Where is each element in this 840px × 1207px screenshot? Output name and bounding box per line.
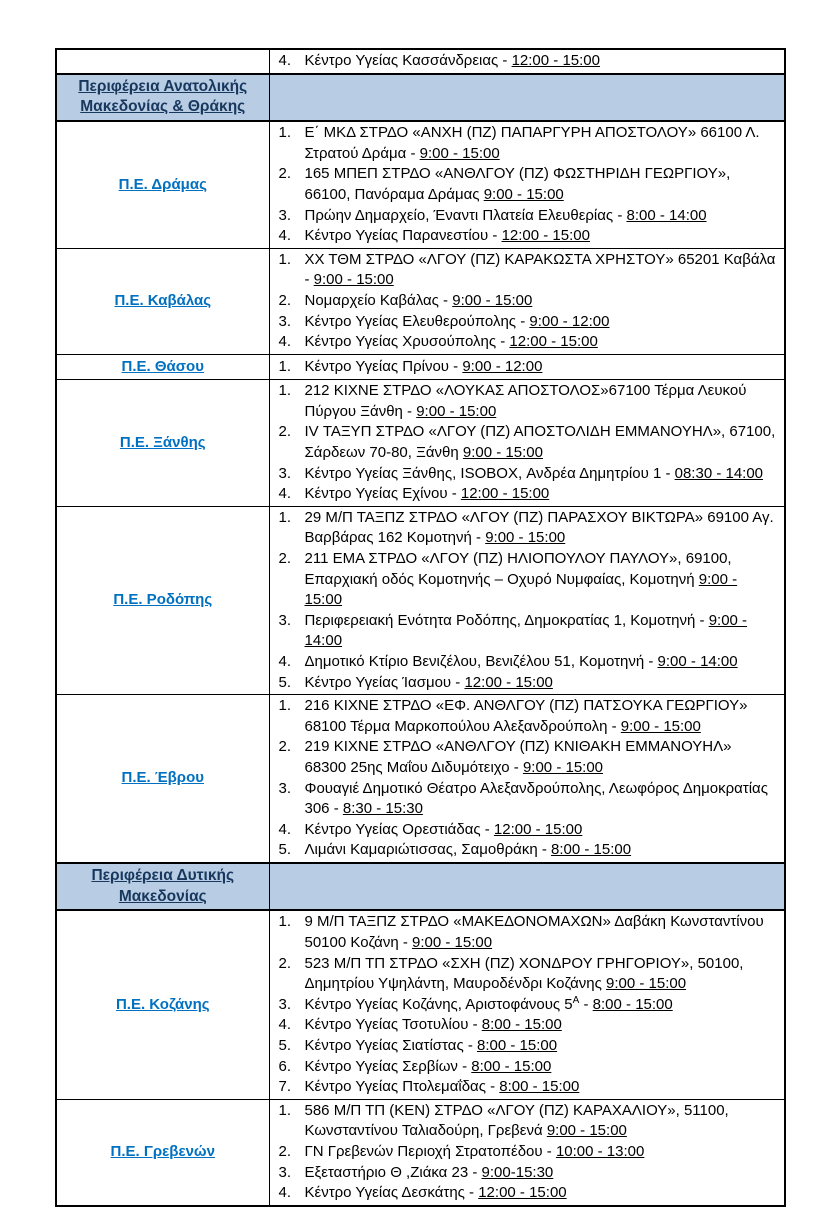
time-range: 12:00 - 15:00 [460,485,550,503]
item-text: Κέντρο Υγείας Ορεστιάδας - [304,820,494,838]
item-number: 2. [278,954,292,972]
location-item [270,1101,777,1142]
table-body [56,49,785,1206]
item-number: 2. [278,423,292,441]
location-item [270,912,777,953]
time-range: 9:00 - 12:00 [529,312,610,330]
location-item [270,291,777,312]
region-label: Π.Ε. Γρεβενών [110,1143,215,1161]
location-item [270,464,777,485]
location-item [270,1057,777,1078]
item-text: Κέντρο Υγείας Κοζάνης, Αριστοφάνους 5 [304,995,573,1013]
location-item [270,779,777,820]
locations-cell [269,1099,785,1205]
section-header-cell [56,863,269,911]
item-number: 2. [278,165,292,183]
item-number: 7. [278,1078,292,1096]
item-text: Κέντρο Υγείας Χρυσούπολης - [304,333,510,351]
location-item [270,206,777,227]
region-cell [56,248,269,354]
item-text: 211 ΕΜΑ ΣΤΡΔΟ «ΛΓΟΥ (ΠΖ) ΗΛΙΟΠΟΥΛΟΥ ΠΑΥΛΟΥ», 69100, Επαρχιακή οδός Κομοτηνής – Οχυρό Νυμφαίας, Κομοτηνή [304,549,732,588]
time-range: 9:00 - 15:00 [606,975,687,993]
time-range: 9:00 - 15:00 [412,934,493,952]
item-number: 1. [278,1101,292,1119]
region-row [56,506,785,694]
item-number: 4. [278,1016,292,1034]
item-text: Λιμάνι Καμαριώτισσας, Σαμοθράκη - [304,841,551,859]
location-item [270,673,777,694]
location-item [270,164,777,205]
section-empty-cell [269,863,785,911]
time-range: 12:00 - 15:00 [509,333,598,351]
item-text: Κέντρο Υγείας Σερβίων - [304,1057,472,1075]
location-item [270,820,777,841]
location-item [270,954,777,995]
location-item [270,1077,777,1098]
location-item [270,1015,777,1036]
location-item [270,652,777,673]
item-number: 3. [278,312,292,330]
item-text: ΧΧ ΤΘΜ ΣΤΡΔΟ «ΛΓΟΥ (ΠΖ) ΚΑΡΑΚΩΣΤΑ ΧΡΗΣΤΟΥ» 65201 Καβάλα - [304,250,776,289]
item-text: 9 Μ/Π ΤΑΞΠΖ ΣΤΡΔΟ «ΜΑΚΕΔΟΝΟΜΑΧΩΝ» Δαβάκη Κωνσταντίνου 50100 Κοζάνη - [304,913,764,952]
location-item [270,508,777,549]
item-text: Κέντρο Υγείας Κασσάνδρειας - [304,52,512,69]
location-item [270,1183,777,1204]
item-text: Κέντρο Υγείας Ίασμου - [304,673,465,691]
region-label: Π.Ε. Κοζάνης [115,995,210,1013]
item-number: 1. [278,250,292,268]
region-cell [56,1099,269,1205]
location-item [270,737,777,778]
time-range: 9:00 - 14:00 [657,652,738,670]
time-range: 9:00-15:30 [481,1163,554,1181]
section-header-label: Περιφέρεια Ανατολικής Μακεδονίας & Θράκης [78,77,248,116]
section-header-row [56,863,785,911]
region-row [56,380,785,507]
location-item [270,123,777,164]
item-text: Κέντρο Υγείας Παρανεστίου - [304,227,502,245]
locations-cell [269,910,785,1099]
region-label: Π.Ε. Καβάλας [114,291,212,309]
region-label: Π.Ε. Έβρου [121,769,204,787]
region-row [56,49,785,74]
time-range: 08:30 - 14:00 [674,464,764,482]
locations-cell [269,248,785,354]
item-number: 1. [278,508,292,526]
item-text: Κέντρο Υγείας Σιατίστας - [304,1037,477,1055]
region-row [56,354,785,380]
item-number: 3. [278,206,292,224]
locations-cell [269,121,785,248]
item-number: 1. [278,124,292,142]
item-number: 1. [278,382,292,400]
item-number: 4. [278,485,292,503]
location-item [270,1142,777,1163]
location-item [270,51,777,72]
item-text: Νομαρχείο Καβάλας - [304,291,453,309]
item-number: 2. [278,1143,292,1160]
region-label: Π.Ε. Ξάνθης [119,433,206,451]
time-range: 8:00 - 15:00 [499,1078,580,1096]
time-range: 12:00 - 15:00 [478,1184,567,1202]
item-number: 2. [278,549,292,567]
location-item [270,696,777,737]
item-text: Κέντρο Υγείας Ελευθερούπολης - [304,312,530,330]
item-number: 4. [278,1184,292,1202]
time-range: 9:00 - 15:00 [485,529,566,547]
time-range: 9:00 - 15:00 [620,717,701,735]
time-range: 9:00 - 15:00 [419,144,500,162]
time-range: 8:00 - 15:00 [471,1057,552,1075]
item-text: 29 Μ/Π ΤΑΞΠΖ ΣΤΡΔΟ «ΛΓΟΥ (ΠΖ) ΠΑΡΑΣΧΟΥ ΒΙΚΤΩΡΑ» 69100 Αγ. Βαρβάρας 162 Κομοτηνή - [304,508,774,547]
item-text: Α [572,994,580,1006]
region-cell [56,910,269,1099]
region-cell [56,506,269,694]
item-number: 5. [278,841,292,859]
time-range: 9:00 - 14:00 [304,611,748,650]
item-text: Κέντρο Υγείας Ξάνθης, ISOBOX, Ανδρέα Δημητρίου 1 - [304,464,675,482]
region-row [56,695,785,863]
region-cell [56,695,269,863]
time-range: 8:00 - 15:00 [592,995,673,1013]
item-number: 6. [278,1057,292,1075]
item-number: 3. [278,995,292,1013]
section-header-cell [56,74,269,122]
location-item [270,312,777,333]
item-number: 1. [278,913,292,931]
time-range: 9:00 - 15:00 [522,758,604,776]
time-range: 12:00 - 15:00 [464,673,553,691]
region-label: Π.Ε. Δράμας [118,175,207,193]
location-item [270,332,777,353]
region-label: Π.Ε. Ροδόπης [113,591,213,609]
time-range: 9:00 - 15:00 [313,271,394,289]
item-number: 5. [278,1037,292,1055]
region-row [56,248,785,354]
item-text: 586 Μ/Π ΤΠ (ΚΕΝ) ΣΤΡΔΟ «ΛΓΟΥ (ΠΖ) ΚΑΡΑΧΑΛΙΟΥ», 51100, Κωνσταντίνου Ταλιαδούρη, Γρεβενά [304,1101,729,1140]
location-item [270,250,777,291]
item-text: Περιφερειακή Ενότητα Ροδόπης, Δημοκρατίας 1, Κομοτηνή - [304,611,709,629]
item-number: 1. [278,697,292,715]
region-cell [56,121,269,248]
item-number: 3. [278,464,292,482]
location-item [270,611,777,652]
time-range: 8:30 - 15:30 [342,800,423,818]
item-text: 523 Μ/Π ΤΠ ΣΤΡΔΟ «ΣΧΗ (ΠΖ) ΧΟΝΔΡΟΥ ΓΡΗΓΟΡΙΟΥ», 50100, Δημητρίου Υψηλάντη, Μαυροδένδρι Κοζάνης [304,954,744,993]
locations-cell [269,380,785,507]
region-row [56,910,785,1099]
item-number: 2. [278,738,292,756]
time-range: 12:00 - 15:00 [493,820,583,838]
location-item [270,357,777,378]
time-range: 8:00 - 14:00 [626,206,707,224]
item-text: 165 ΜΠΕΠ ΣΤΡΔΟ «ΑΝΘΛΓΟΥ (ΠΖ) ΦΩΣΤΗΡΙΔΗ ΓΕΩΡΓΙΟΥ», 66100, Πανόραμα Δράμας [304,165,731,203]
item-number: 5. [278,673,292,691]
time-range: 9:00 - 12:00 [462,357,543,375]
region-cell [56,380,269,507]
item-text: ΓΝ Γρεβενών Περιοχή Στρατοπέδου - [304,1143,556,1160]
item-text: 212 ΚΙΧΝΕ ΣΤΡΔΟ «ΛΟΥΚΑΣ ΑΠΟΣΤΟΛΟΣ»67100 Τέρμα Λευκού Πύργου Ξάνθη - [304,382,747,420]
locations-cell [269,49,785,74]
item-text: Φουαγιέ Δημοτικό Θέατρο Αλεξανδρούπολης, Λεωφόρος Δημοκρατίας 306 - [304,779,768,818]
region-cell [56,354,269,380]
item-number: 4. [278,820,292,838]
region-row [56,1099,785,1205]
item-text: Κέντρο Υγείας Πτολεμαΐδας - [304,1078,500,1096]
item-number: 3. [278,611,292,629]
location-item [270,1163,777,1184]
time-range: 8:00 - 15:00 [551,841,632,859]
section-empty-cell [269,74,785,122]
region-row [56,121,785,248]
item-number: 4. [278,52,292,69]
item-text: Κέντρο Υγείας Πρίνου - [304,357,463,375]
location-item [270,484,777,505]
location-item [270,1036,777,1057]
item-number: 4. [278,652,292,670]
locations-cell [269,506,785,694]
item-text: Εξεταστήριο Θ ,Ζιάκα 23 - [304,1163,482,1181]
item-text: Πρώην Δημαρχείο, Έναντι Πλατεία Ελευθερίας - [304,206,627,224]
section-header-row [56,74,785,122]
locations-cell [269,354,785,380]
location-item [270,995,777,1016]
location-item [270,840,777,861]
location-item [270,226,777,247]
item-text: - [579,995,593,1013]
item-text: Δημοτικό Κτίριο Βενιζέλου, Βενιζέλου 51, Κομοτηνή - [304,652,658,670]
item-text: Ε΄ ΜΚΔ ΣΤΡΔΟ «ΑΝΧΗ (ΠΖ) ΠΑΠΑΡΓΥΡΗ ΑΠΟΣΤΟΛΟΥ» 66100 Λ. Στρατού Δράμα - [304,124,760,162]
location-item [270,422,777,463]
time-range: 9:00 - 15:00 [462,444,543,461]
time-range: 9:00 - 15:00 [304,570,738,609]
time-range: 8:00 - 15:00 [477,1037,558,1055]
item-text: 216 ΚΙΧΝΕ ΣΤΡΔΟ «ΕΦ. ΑΝΘΛΓΟΥ (ΠΖ) ΠΑΤΣΟΥΚΑ ΓΕΩΡΓΙΟΥ» 68100 Τέρμα Μαρκοπούλου Αλεξανδρούπολη - [304,697,748,735]
locations-cell [269,695,785,863]
time-range: 9:00 - 15:00 [416,402,497,420]
item-number: 4. [278,333,292,351]
item-text: Κέντρο Υγείας Εχίνου - [304,485,461,503]
location-item [270,381,777,422]
time-range: 12:00 - 15:00 [511,52,600,69]
item-number: 4. [278,227,292,245]
region-cell [56,49,269,74]
time-range: 8:00 - 15:00 [481,1016,562,1034]
item-text: Κέντρο Υγείας Δεσκάτης - [304,1184,479,1202]
item-number: 3. [278,779,292,797]
time-range: 10:00 - 13:00 [555,1143,645,1160]
item-text: IV ΤΑΞΥΠ ΣΤΡΔΟ «ΛΓΟΥ (ΠΖ) ΑΠΟΣΤΟΛΙΔΗ ΕΜΜΑΝΟΥΗΛ», 67100, Σάρδεων 70-80, Ξάνθη [304,423,776,461]
locations-table [55,48,786,1207]
item-text: Κέντρο Υγείας Τσοτυλίου - [304,1016,482,1034]
time-range: 9:00 - 15:00 [546,1122,627,1140]
time-range: 9:00 - 15:00 [452,291,533,309]
item-number: 1. [278,357,292,375]
time-range: 12:00 - 15:00 [501,227,590,245]
item-text: 219 ΚΙΧΝΕ ΣΤΡΔΟ «ΑΝΘΛΓΟΥ (ΠΖ) ΚΝΙΘΑΚΗ ΕΜΜΑΝΟΥΗΛ» 68300 25ης Μαΐου Διδυμότειχο - [304,738,732,776]
region-label: Π.Ε. Θάσου [121,357,204,375]
item-number: 3. [278,1163,292,1181]
location-item [270,549,777,611]
item-number: 2. [278,291,292,309]
section-header-label: Περιφέρεια Δυτικής Μακεδονίας [91,866,235,905]
time-range: 9:00 - 15:00 [483,185,564,203]
